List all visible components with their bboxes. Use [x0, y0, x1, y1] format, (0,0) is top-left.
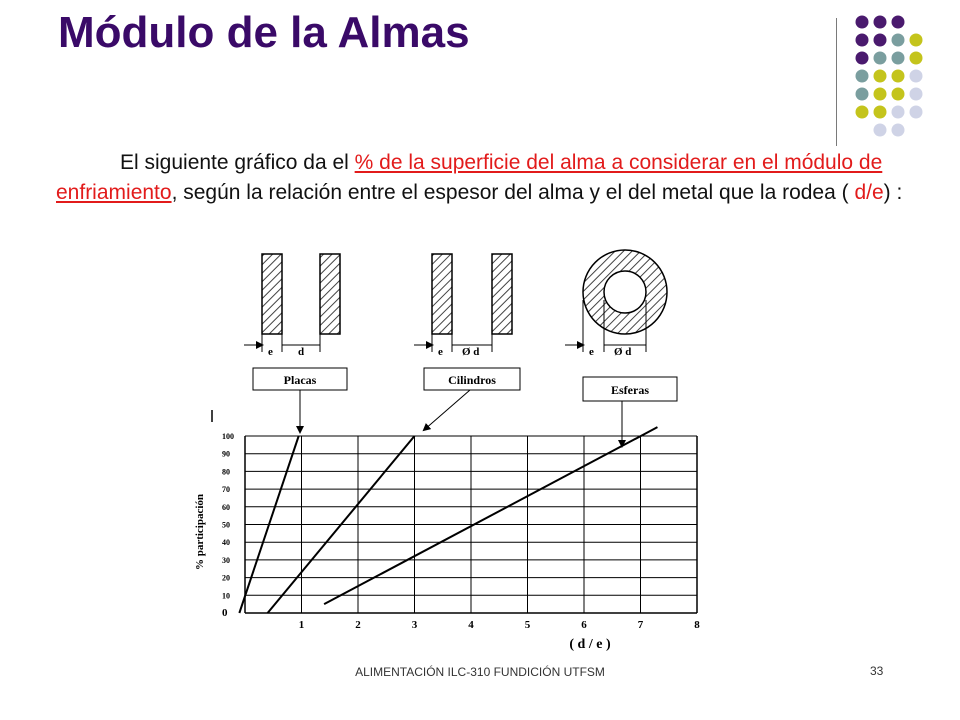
x-axis-label: ( d / e )	[569, 637, 611, 652]
slide-title: Módulo de la Almas	[58, 8, 470, 57]
chart-y-ticks	[222, 432, 234, 619]
placas-dim-e: e	[268, 346, 273, 358]
chart-series	[239, 427, 657, 613]
x-tick-label: 7	[637, 619, 644, 631]
y-tick-label: 40	[222, 538, 230, 548]
y-tick-label: 50	[222, 520, 230, 530]
cilindros-dim-e: e	[438, 346, 443, 358]
esferas-dim-d: Ø d	[614, 346, 632, 358]
cilindros-label: Cilindros	[448, 373, 496, 387]
y-tick-label: 20	[222, 573, 230, 583]
y-tick-label: 100	[222, 432, 234, 441]
x-tick-label: 6	[581, 619, 587, 631]
esferas-dim-e: e	[589, 346, 594, 358]
x-tick-label: 8	[694, 619, 700, 631]
paragraph-highlight: % de la superficie del alma a considerar en el módulo de enfriamiento	[56, 151, 883, 204]
y-tick-label: 60	[222, 502, 230, 512]
y-tick-label: 0	[222, 607, 228, 619]
paragraph-part-1: El siguiente gráfico da el	[120, 151, 355, 174]
paragraph-part-3: , según la relación entre el espesor del alma y el del metal que la rodea (	[171, 181, 855, 204]
cilindros-wall-left	[432, 254, 452, 334]
cilindros-wall-right	[492, 254, 512, 334]
x-tick-label: 2	[355, 619, 361, 631]
placas-dim-d: d	[298, 346, 305, 358]
x-tick-label: 3	[411, 619, 418, 631]
y-tick-label: 30	[222, 555, 230, 565]
esferas-label: Esferas	[611, 383, 649, 397]
page-number: 33	[870, 664, 884, 678]
x-tick-label: 1	[298, 619, 305, 631]
chart-grid	[245, 436, 697, 613]
y-tick-label: 10	[222, 591, 230, 601]
y-tick-label: 90	[222, 449, 230, 459]
placas-wall-right	[320, 254, 340, 334]
y-tick-label: 70	[222, 485, 230, 495]
placas-wall-left	[262, 254, 282, 334]
y-tick-label: 80	[222, 467, 230, 477]
y-axis-label: % participación	[194, 493, 206, 571]
x-tick-label: 4	[468, 619, 474, 631]
ratio-highlight: d/e	[854, 181, 884, 204]
esferas-diagram	[565, 250, 677, 446]
esferas-inner-core	[604, 271, 646, 313]
paragraph-part-5: ) :	[883, 181, 903, 204]
placas-label: Placas	[283, 373, 317, 387]
cilindros-diagram	[414, 254, 520, 430]
footer-text: ALIMENTACIÓN ILC-310 FUNDICIÓN UTFSM	[355, 665, 605, 679]
chart-x-ticks	[299, 619, 701, 631]
cilindros-dim-d: Ø d	[462, 346, 480, 358]
placas-diagram	[244, 254, 347, 432]
x-tick-label: 5	[524, 619, 531, 631]
